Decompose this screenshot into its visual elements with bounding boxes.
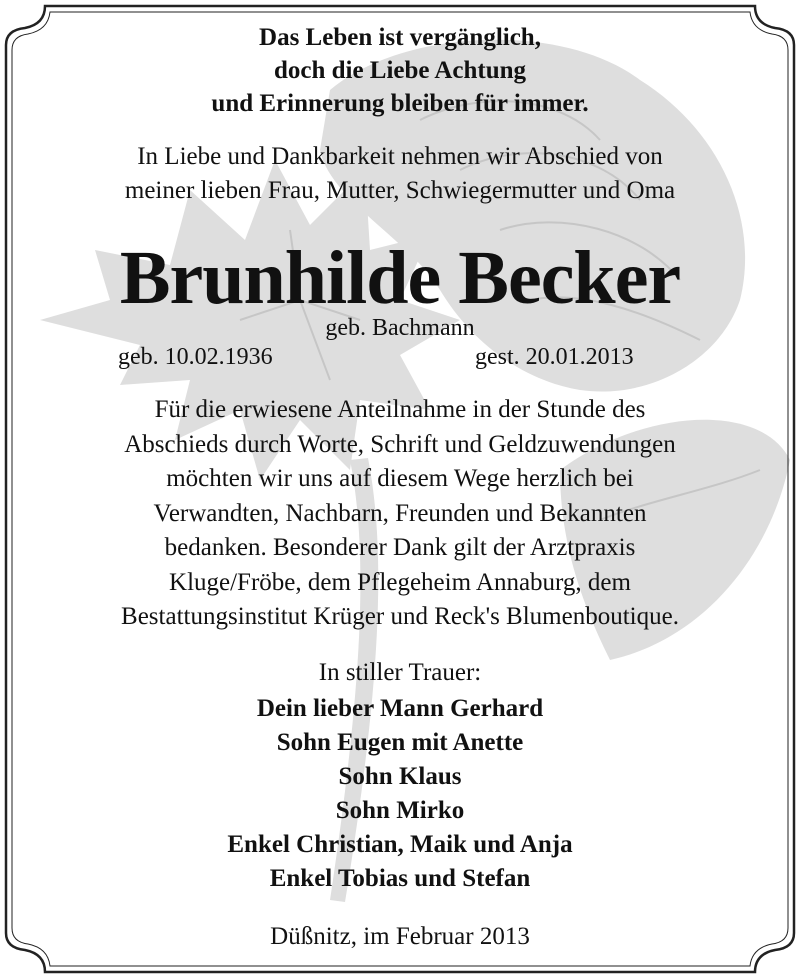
thanks-line: Verwandten, Nachbarn, Freunden und Bekannten (153, 499, 647, 527)
life-dates (20, 342, 780, 372)
birth-date: geb. 10.02.1936 (118, 344, 273, 370)
mourner: Enkel Tobias und Stefan (269, 865, 531, 892)
place-date: Düßnitz, im Februar 2013 (270, 923, 530, 950)
birth-name: geb. Bachmann (325, 315, 475, 341)
mourner: Sohn Eugen mit Anette (276, 729, 524, 756)
thanks-line: Kluge/Fröbe, dem Pflegeheim Annaburg, dem (169, 568, 631, 596)
mourner: Enkel Christian, Maik und Anja (227, 831, 573, 858)
intro-line: meiner lieben Frau, Mutter, Schwiegermutter und Oma (124, 177, 676, 204)
deceased-name: Brunhilde Becker (119, 236, 681, 320)
death-date: gest. 20.01.2013 (475, 344, 634, 370)
motto-line: und Erinnerung bleiben für immer. (211, 90, 589, 117)
mourner: Sohn Klaus (338, 763, 462, 790)
mourning-heading: In stiller Trauer: (318, 659, 482, 686)
thanks-line: Abschieds durch Worte, Schrift und Geldzuwendungen (124, 430, 676, 458)
thanks-line: möchten wir uns auf diesem Wege herzlich bei (166, 465, 634, 492)
intro-line: In Liebe und Dankbarkeit nehmen wir Abschied von (137, 143, 663, 170)
thanks-line: Bestattungsinstitut Krüger und Reck's Blumenboutique. (121, 603, 679, 630)
thanks-line: bedanken. Besonderer Dank gilt der Arztpraxis (164, 534, 636, 561)
thanks-line: Für die erwiesene Anteilnahme in der Stunde des (154, 396, 646, 423)
motto-line: Das Leben ist vergänglich, (259, 24, 541, 51)
mourner: Dein lieber Mann Gerhard (256, 695, 544, 722)
motto-line: doch die Liebe Achtung (273, 57, 527, 84)
mourner: Sohn Mirko (335, 797, 465, 824)
